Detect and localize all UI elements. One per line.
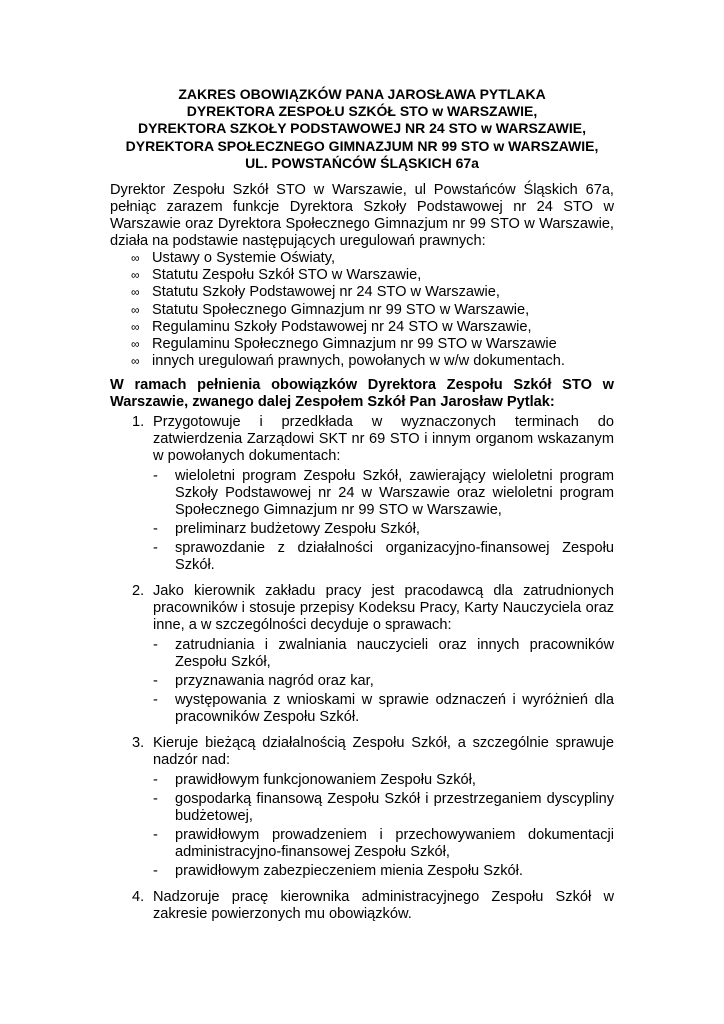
sub-item: - gospodarką finansową Zespołu Szkół i przestrzeganiem dyscypliny budżetowej, bbox=[153, 791, 614, 824]
duty-text: Nadzoruje pracę kierownika administracyjnego Zespołu Szkół w zakresie powierzonych mu obowiązków. bbox=[153, 889, 614, 922]
sub-item: - prawidłowym funkcjonowaniem Zespołu Szkół, bbox=[153, 772, 476, 788]
heading-line-4: DYREKTORA SPOŁECZNEGO GIMNAZJUM NR 99 STO w WARSZAWIE, bbox=[125, 137, 599, 154]
duty-item bbox=[110, 583, 614, 726]
duty-number: 2. bbox=[132, 583, 145, 599]
intro-paragraph: Dyrektor Zespołu Szkół STO w Warszawie, ul Powstańców Śląskich 67a, pełniąc zarazem funkcje Dyrektora Szkoły Podstawowej nr 24 STO w Warszawie oraz Dyrektora Społecznego Gimnazjum nr 99 STO w Warszawie, działa na podstawie następujących uregulowań prawnych: bbox=[110, 182, 614, 249]
duty-text: Kieruje bieżącą działalnością Zespołu Szkół, a szczególnie sprawuje nadzór nad: bbox=[153, 735, 614, 768]
lead-paragraph: W ramach pełnienia obowiązków Dyrektora Zespołu Szkół STO w Warszawie, zwanego dalej Zespołem Szkół Pan Jarosław Pytlak: bbox=[110, 377, 614, 410]
heading-line-5: UL. POWSTAŃCÓW ŚLĄSKICH 67a bbox=[245, 154, 479, 171]
list-item: ∞ Statutu Zespołu Szkół STO w Warszawie, bbox=[131, 267, 422, 284]
legal-sources-list bbox=[110, 250, 614, 370]
intro-section bbox=[110, 182, 614, 370]
infinity-bullet-icon: ∞ bbox=[131, 336, 140, 351]
list-item: ∞ innych uregulowań prawnych, powołanych w w/w dokumentach. bbox=[131, 353, 565, 370]
duty-number: 4. bbox=[132, 889, 145, 905]
duty-sublist bbox=[153, 637, 614, 726]
infinity-bullet-icon: ∞ bbox=[131, 285, 140, 300]
duty-number: 1. bbox=[132, 414, 145, 430]
infinity-bullet-icon: ∞ bbox=[131, 354, 140, 369]
sub-item: - zatrudniania i zwalniania nauczycieli oraz innych pracowników Zespołu Szkół, bbox=[153, 637, 614, 670]
duty-text: Jako kierownik zakładu pracy jest pracodawcą dla zatrudnionych pracowników i stosuje przepisy Kodeksu Pracy, Karty Nauczyciela oraz inne, a w szczególności decyduje o sprawach: bbox=[153, 583, 614, 633]
infinity-bullet-icon: ∞ bbox=[131, 268, 140, 283]
duties-list bbox=[110, 414, 614, 932]
duty-sublist bbox=[153, 468, 614, 574]
duty-number: 3. bbox=[132, 735, 145, 751]
list-item: ∞ Ustawy o Systemie Oświaty, bbox=[131, 250, 336, 266]
duty-item bbox=[110, 735, 614, 880]
heading-line-2: DYREKTORA ZESPOŁU SZKÓŁ STO w WARSZAWIE, bbox=[186, 103, 538, 120]
heading-line-3: DYREKTORA SZKOŁY PODSTAWOWEJ NR 24 STO w WARSZAWIE, bbox=[137, 120, 587, 137]
list-item: ∞ Regulaminu Społecznego Gimnazjum nr 99 STO w Warszawie bbox=[131, 335, 557, 352]
duty-item bbox=[110, 889, 614, 923]
duty-sublist bbox=[153, 772, 614, 880]
duty-text: Przygotowuje i przedkłada w wyznaczonych terminach do zatwierdzenia Zarządowi SKT nr 69 STO i innym organom wskazanym w powołanych dokumentach: bbox=[153, 414, 614, 464]
sub-item: - występowania z wnioskami w sprawie odznaczeń i wyróżnień dla pracowników Zespołu Szkół. bbox=[153, 692, 614, 725]
sub-item: - wieloletni program Zespołu Szkół, zawierający wieloletni program Szkoły Podstawowej nr 24 w Warszawie oraz wieloletni program Społecznego Gimnazjum nr 99 STO w Warszawie, bbox=[153, 468, 614, 518]
sub-item: - przyznawania nagród oraz kar, bbox=[153, 673, 374, 689]
infinity-bullet-icon: ∞ bbox=[131, 251, 140, 265]
sub-item: - preliminarz budżetowy Zespołu Szkół, bbox=[153, 521, 420, 537]
infinity-bullet-icon: ∞ bbox=[131, 302, 140, 317]
sub-item: - sprawozdanie z działalności organizacyjno-finansowej Zespołu Szkół. bbox=[153, 540, 614, 573]
sub-item: - prawidłowym prowadzeniem i przechowywaniem dokumentacji administracyjno-finansowej Zespołu Szkół, bbox=[153, 827, 614, 860]
document-heading bbox=[80, 86, 644, 172]
heading-line-1: ZAKRES OBOWIĄZKÓW PANA JAROSŁAWA PYTLAKA bbox=[178, 86, 546, 102]
infinity-bullet-icon: ∞ bbox=[131, 319, 140, 334]
list-item: ∞ Statutu Społecznego Gimnazjum nr 99 STO w Warszawie, bbox=[131, 301, 530, 318]
duties-lead bbox=[110, 377, 614, 411]
list-item: ∞ Regulaminu Szkoły Podstawowej nr 24 STO w Warszawie, bbox=[131, 318, 532, 335]
duty-item bbox=[110, 414, 614, 574]
sub-item: - prawidłowym zabezpieczeniem mienia Zespołu Szkół. bbox=[153, 863, 523, 879]
list-item: ∞ Statutu Szkoły Podstawowej nr 24 STO w Warszawie, bbox=[131, 284, 500, 301]
